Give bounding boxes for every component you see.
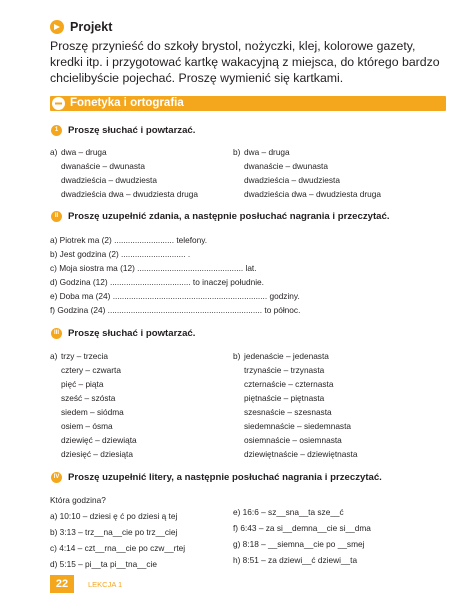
ex4-right-f: f) 6:43 – za si__demna__cie si__dma	[233, 523, 371, 533]
ex2-line-f: f) Godzina (24) ................................................................... to północ.	[50, 305, 301, 315]
ex1-a-item-3: dwadzieścia – dwudziesta	[61, 175, 157, 185]
exercise-1-title: Proszę słuchać i powtarzać.	[68, 125, 196, 136]
ex3-b-label: b)	[233, 351, 241, 361]
ex3-b-item-7: osiemnaście – osiemnasta	[244, 435, 342, 445]
section-title: Fonetyka i ortografia	[70, 97, 184, 109]
ex3-a-label: a)	[50, 351, 58, 361]
ex4-right-g: g) 8:18 – __siemna__cie po __smej	[233, 539, 365, 549]
ex4-left-c: c) 4:14 – czt__rna__cie po czw__rtej	[50, 543, 186, 553]
ex1-a-item-4: dwadzieścia dwa – dwudziesta druga	[61, 189, 198, 199]
ex3-b-item-2: trzynaście – trzynasta	[244, 365, 325, 375]
ex1-b-label: b)	[233, 147, 241, 157]
ex3-a-item-8: dziesięć – dziesiąta	[61, 449, 133, 459]
ex3-b-item-8: dziewiętnaście – dziewiętnasta	[244, 449, 358, 459]
ex2-line-d: d) Godzina (12) ................................... to inaczej południe.	[50, 277, 264, 287]
ex4-left-a: a) 10:10 – dziesi ę ć po dziesi ą tej	[50, 511, 178, 521]
ex1-b-item-4: dwadzieścia dwa – dwudziesta druga	[244, 189, 381, 199]
ex1-b-item-1: dwa – druga	[244, 147, 290, 157]
ex3-b-item-6: siedemnaście – siedemnasta	[244, 421, 351, 431]
ex2-line-a: a) Piotrek ma (2) .......................... telefony.	[50, 235, 208, 245]
exercise-3-badge: III	[51, 328, 62, 339]
exercise-4-badge: IV	[51, 472, 62, 483]
ex4-left-d: d) 5:15 – pi__ta pi__tna__cie	[50, 559, 158, 569]
ex1-b-item-2: dwanaście – dwunasta	[244, 161, 328, 171]
ex3-a-item-1: trzy – trzecia	[61, 351, 109, 361]
ex2-line-e: e) Doba ma (24) ................................................................... godziny.	[50, 291, 300, 301]
ex3-b-item-5: szesnaście – szesnasta	[244, 407, 332, 417]
page-number: 22	[50, 575, 74, 593]
ex3-a-item-5: siedem – siódma	[61, 407, 124, 417]
ex1-b-item-3: dwadzieścia – dwudziesta	[244, 175, 340, 185]
section-icon	[52, 97, 65, 110]
lesson-label: LEKCJA 1	[88, 580, 123, 589]
ex2-line-b: b) Jest godzina (2) ............................ .	[50, 249, 191, 259]
ex4-right-e: e) 16:6 – sz__sna__ta sze__ć	[233, 507, 344, 517]
ex1-a-item-2: dwanaście – dwunasta	[61, 161, 145, 171]
ex3-a-item-7: dziewięć – dziewiąta	[61, 435, 137, 445]
ex3-b-item-1: jedenaście – jedenasta	[244, 351, 329, 361]
project-text-line-2: kredki itp. i przygotować kartkę wakacyjną z miejsca, do którego bardzo	[50, 55, 440, 69]
ex1-a-label: a)	[50, 147, 58, 157]
project-text-line-1: Proszę przynieść do szkoły brystol, nożyczki, klej, kolorowe gazety,	[50, 39, 416, 53]
ex3-a-item-2: cztery – czwarta	[61, 365, 121, 375]
ex3-a-item-3: pięć – piąta	[61, 379, 104, 389]
ex2-line-c: c) Moja siostra ma (12) .............................................. lat.	[50, 263, 257, 273]
exercise-2-title: Proszę uzupełnić zdania, a następnie posłuchać nagrania i przeczytać.	[68, 211, 390, 222]
exercise-2-badge: II	[51, 211, 62, 222]
ex1-a-item-1: dwa – druga	[61, 147, 107, 157]
project-title: Projekt	[70, 20, 113, 34]
ex3-a-item-4: sześć – szósta	[61, 393, 116, 403]
ex3-a-item-6: osiem – ósma	[61, 421, 113, 431]
exercise-1-badge: 1	[51, 125, 62, 136]
ex4-question: Która godzina?	[50, 495, 106, 505]
ex3-b-item-3: czternaście – czternasta	[244, 379, 334, 389]
exercise-3-title: Proszę słuchać i powtarzać.	[68, 328, 196, 339]
exercise-4-title: Proszę uzupełnić litery, a następnie posłuchać nagrania i przeczytać.	[68, 472, 382, 483]
ex4-right-h: h) 8:51 – za dziewi__ć dziewi__ta	[233, 555, 358, 565]
ex4-left-b: b) 3:13 – trz__na__cie po trz__ciej	[50, 527, 178, 537]
project-icon	[50, 20, 64, 34]
ex3-b-item-4: piętnaście – piętnasta	[244, 393, 325, 403]
project-text-line-3: chcielibyście pojechać. Proszę wymienić się kartkami.	[50, 71, 344, 85]
